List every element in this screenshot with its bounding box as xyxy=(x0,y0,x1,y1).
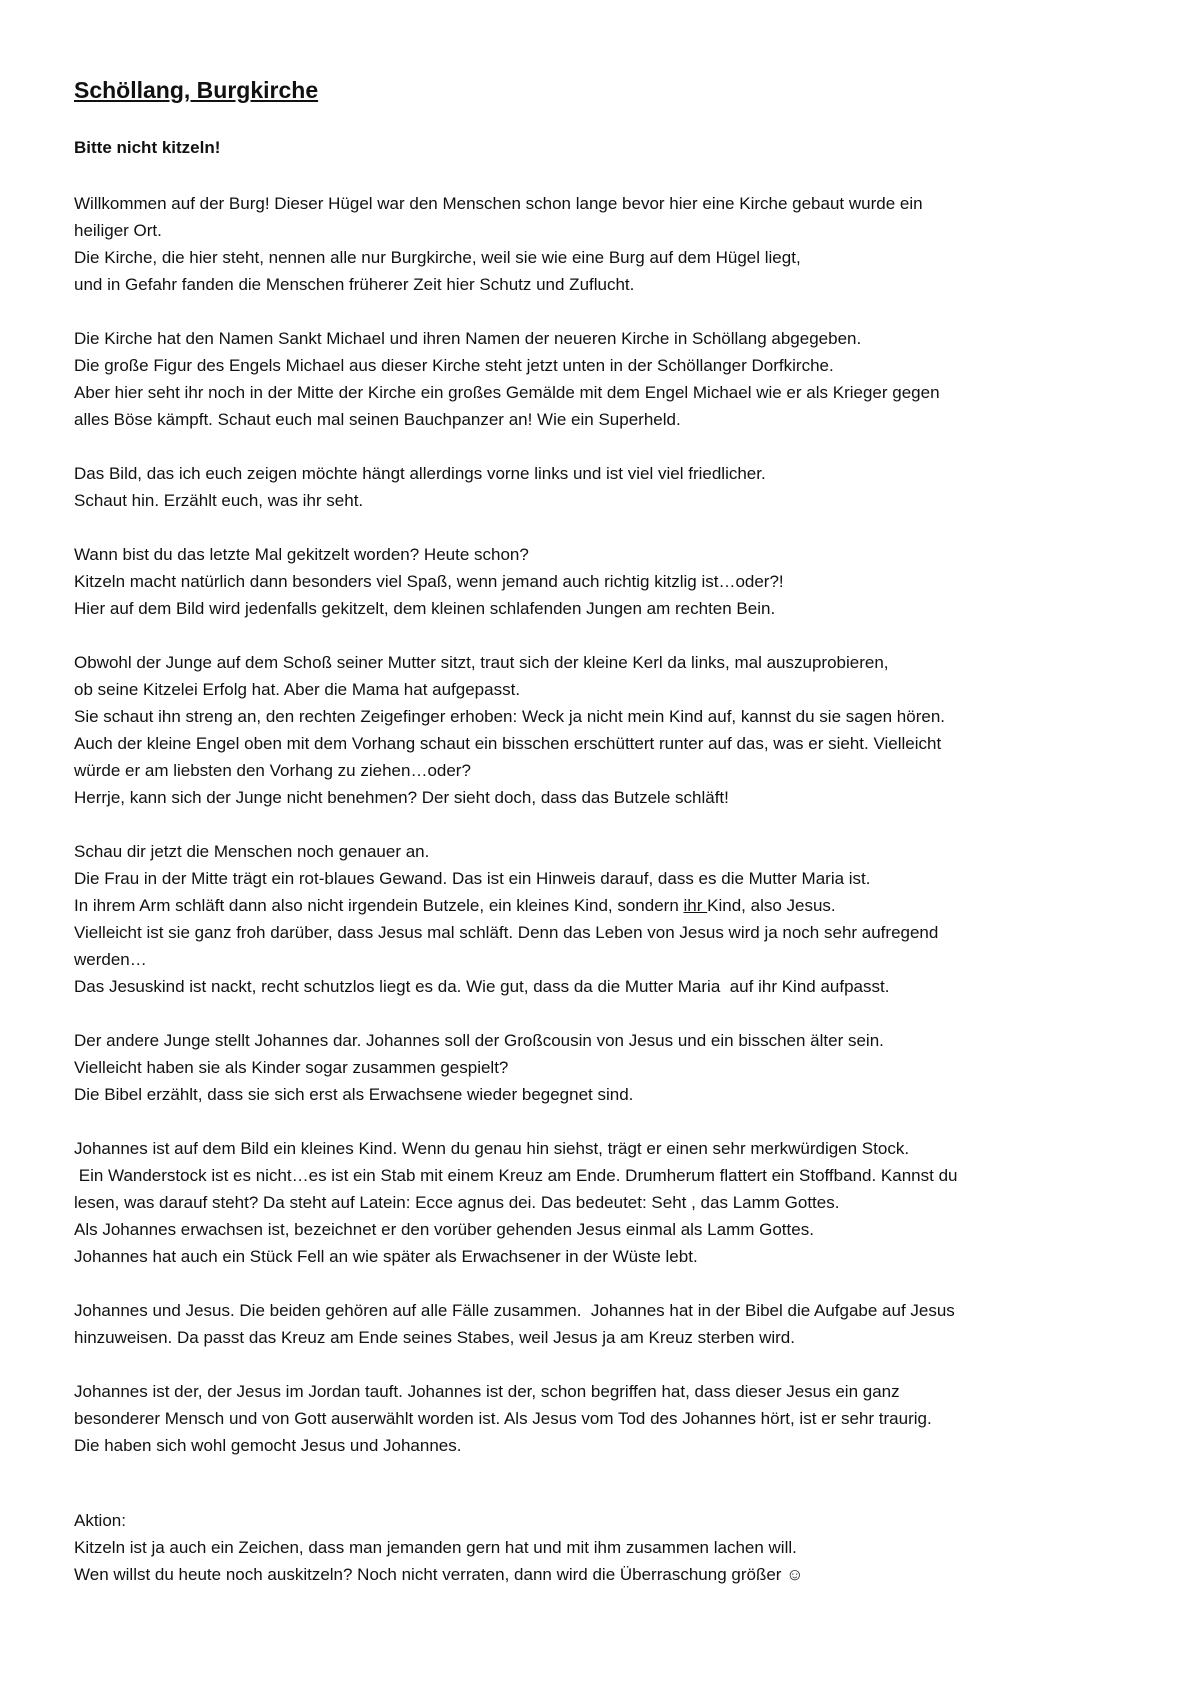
paragraph-welcome xyxy=(74,190,1154,298)
paragraph-together xyxy=(74,1297,1154,1351)
paragraph-picture xyxy=(74,460,1154,514)
text-line: Herrje, kann sich der Junge nicht benehmen? Der sieht doch, dass das Butzele schläft! xyxy=(74,788,729,807)
text-line: Obwohl der Junge auf dem Schoß seiner Mutter sitzt, traut sich der kleine Kerl da links, mal auszuprobieren, xyxy=(74,653,889,672)
paragraph-action xyxy=(74,1507,1154,1588)
paragraph-michael xyxy=(74,325,1154,433)
action-heading: Aktion: xyxy=(74,1511,126,1530)
text-line: Wen willst du heute noch auskitzeln? Noch nicht verraten, dann wird die Überraschung größer ☺ xyxy=(74,1565,804,1584)
text-line: und in Gefahr fanden die Menschen früherer Zeit hier Schutz und Zuflucht. xyxy=(74,275,635,294)
text-line: werden… xyxy=(74,950,147,969)
text-line: Aber hier seht ihr noch in der Mitte der Kirche ein großes Gemälde mit dem Engel Michael wie er als Krieger gegen xyxy=(74,383,940,402)
text-line: Die haben sich wohl gemocht Jesus und Johannes. xyxy=(74,1436,462,1455)
text-line: Hier auf dem Bild wird jedenfalls gekitzelt, dem kleinen schlafenden Jungen am rechten Bein. xyxy=(74,599,776,618)
text-line: Kitzeln ist ja auch ein Zeichen, dass man jemanden gern hat und mit ihm zusammen lachen will. xyxy=(74,1538,797,1557)
text-line: Die Kirche, die hier steht, nennen alle nur Burgkirche, weil sie wie eine Burg auf dem Hügel liegt, xyxy=(74,248,801,267)
text-line: Schaut hin. Erzählt euch, was ihr seht. xyxy=(74,491,364,510)
paragraph-maria xyxy=(74,838,1154,1000)
text-line: Johannes ist der, der Jesus im Jordan tauft. Johannes ist der, schon begriffen hat, dass dieser Jesus ein ganz xyxy=(74,1382,900,1401)
text-line: Das Jesuskind ist nackt, recht schutzlos liegt es da. Wie gut, dass da die Mutter Maria auf ihr Kind aufpasst. xyxy=(74,977,890,996)
text-line: Johannes ist auf dem Bild ein kleines Kind. Wenn du genau hin siehst, trägt er einen sehr merkwürdigen Stock. xyxy=(74,1139,910,1158)
text-line: ob seine Kitzelei Erfolg hat. Aber die Mama hat aufgepasst. xyxy=(74,680,521,699)
text-line: alles Böse kämpft. Schaut euch mal seinen Bauchpanzer an! Wie ein Superheld. xyxy=(74,410,681,429)
text-line: Schau dir jetzt die Menschen noch genauer an. xyxy=(74,842,430,861)
text-segment: In ihrem Arm schläft dann also nicht irgendein Butzele, ein kleines Kind, sondern xyxy=(74,896,684,915)
text-line: Willkommen auf der Burg! Dieser Hügel war den Menschen schon lange bevor hier eine Kirche gebaut wurde ein xyxy=(74,194,923,213)
text-line: besonderer Mensch und von Gott auserwählt worden ist. Als Jesus vom Tod des Johannes hört, ist er sehr traurig. xyxy=(74,1409,932,1428)
text-line: Das Bild, das ich euch zeigen möchte hängt allerdings vorne links und ist viel viel friedlicher. xyxy=(74,464,766,483)
text-line: Johannes hat auch ein Stück Fell an wie später als Erwachsener in der Wüste lebt. xyxy=(74,1247,698,1266)
text-line: Die Bibel erzählt, dass sie sich erst als Erwachsene wieder begegnet sind. xyxy=(74,1085,634,1104)
text-line: heiliger Ort. xyxy=(74,221,162,240)
text-line: Kitzeln macht natürlich dann besonders viel Spaß, wenn jemand auch richtig kitzlig ist…oder?! xyxy=(74,572,784,591)
paragraph-tickle xyxy=(74,541,1154,622)
paragraph-johannes-staff xyxy=(74,1135,1154,1270)
text-line: würde er am liebsten den Vorhang zu ziehen…oder? xyxy=(74,761,471,780)
text-line: Die große Figur des Engels Michael aus dieser Kirche steht jetzt unten in der Schöllanger Dorfkirche. xyxy=(74,356,834,375)
underlined-word: ihr xyxy=(683,896,708,915)
text-line: Die Kirche hat den Namen Sankt Michael und ihren Namen der neueren Kirche in Schöllang abgegeben. xyxy=(74,329,862,348)
text-line: Vielleicht ist sie ganz froh darüber, dass Jesus mal schläft. Denn das Leben von Jesus wird ja noch sehr aufregend xyxy=(74,923,939,942)
text-line: lesen, was darauf steht? Da steht auf Latein: Ecce agnus dei. Das bedeutet: Seht , das Lamm Gottes. xyxy=(74,1193,840,1212)
paragraph-baptism xyxy=(74,1378,1154,1459)
text-line: Johannes und Jesus. Die beiden gehören auf alle Fälle zusammen. Johannes hat in der Bibel die Aufgabe auf Jesus xyxy=(74,1301,955,1320)
text-line xyxy=(74,892,1154,919)
page-title: Schöllang, Burgkirche xyxy=(74,77,319,103)
text-line: Der andere Junge stellt Johannes dar. Johannes soll der Großcousin von Jesus und ein bisschen älter sein. xyxy=(74,1031,884,1050)
text-segment: Kind, also Jesus. xyxy=(707,896,836,915)
text-line: Auch der kleine Engel oben mit dem Vorhang schaut ein bisschen erschüttert runter auf das, was er sieht. Vielleicht xyxy=(74,734,942,753)
text-line: Als Johannes erwachsen ist, bezeichnet er den vorüber gehenden Jesus einmal als Lamm Gottes. xyxy=(74,1220,814,1239)
page-subtitle: Bitte nicht kitzeln! xyxy=(74,138,221,157)
paragraph-johannes-cousin xyxy=(74,1027,1154,1108)
text-line: Sie schaut ihn streng an, den rechten Zeigefinger erhoben: Weck ja nicht mein Kind auf, kannst du sie sagen hören. xyxy=(74,707,946,726)
paragraph-mother xyxy=(74,649,1154,811)
text-line: Wann bist du das letzte Mal gekitzelt worden? Heute schon? xyxy=(74,545,529,564)
document-page xyxy=(74,74,1154,1615)
text-line: Die Frau in der Mitte trägt ein rot-blaues Gewand. Das ist ein Hinweis darauf, dass es die Mutter Maria ist. xyxy=(74,869,871,888)
text-line: hinzuweisen. Da passt das Kreuz am Ende seines Stabes, weil Jesus ja am Kreuz sterben wird. xyxy=(74,1328,795,1347)
text-line: Ein Wanderstock ist es nicht…es ist ein Stab mit einem Kreuz am Ende. Drumherum flattert ein Stoffband. Kannst du xyxy=(74,1166,958,1185)
text-line: Vielleicht haben sie als Kinder sogar zusammen gespielt? xyxy=(74,1058,509,1077)
